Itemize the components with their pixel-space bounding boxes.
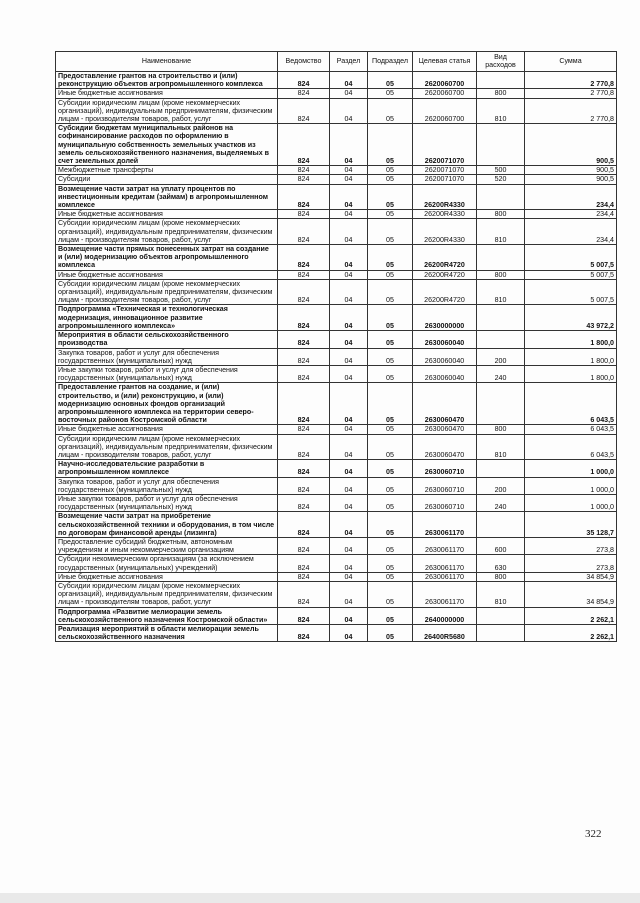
cell-summa: 2 770,8 bbox=[525, 89, 617, 98]
cell-vedomstvo: 824 bbox=[278, 331, 330, 348]
cell-vid-rashodov bbox=[477, 383, 525, 425]
cell-name: Иные бюджетные ассигнования bbox=[56, 210, 278, 219]
cell-summa: 5 007,5 bbox=[525, 279, 617, 305]
cell-razdel: 04 bbox=[330, 581, 368, 607]
cell-vedomstvo: 824 bbox=[278, 383, 330, 425]
cell-vid-rashodov: 630 bbox=[477, 555, 525, 572]
cell-razdel: 04 bbox=[330, 625, 368, 642]
cell-vedomstvo: 824 bbox=[278, 270, 330, 279]
header-vedomstvo: Ведомство bbox=[278, 52, 330, 72]
cell-summa: 43 972,2 bbox=[525, 305, 617, 331]
cell-celevaya-statya: 2620060700 bbox=[413, 72, 477, 89]
cell-vid-rashodov: 500 bbox=[477, 166, 525, 175]
cell-vedomstvo: 824 bbox=[278, 512, 330, 538]
cell-podrazdel: 05 bbox=[368, 512, 413, 538]
cell-celevaya-statya: 26400R5680 bbox=[413, 625, 477, 642]
cell-razdel: 04 bbox=[330, 72, 368, 89]
cell-vedomstvo: 824 bbox=[278, 124, 330, 166]
table-row bbox=[56, 72, 617, 89]
cell-summa: 1 800,0 bbox=[525, 331, 617, 348]
cell-summa: 273,8 bbox=[525, 537, 617, 554]
cell-celevaya-statya: 2630060710 bbox=[413, 494, 477, 511]
cell-vid-rashodov: 240 bbox=[477, 365, 525, 382]
cell-vedomstvo: 824 bbox=[278, 425, 330, 434]
cell-razdel: 04 bbox=[330, 305, 368, 331]
cell-name: Иные бюджетные ассигнования bbox=[56, 89, 278, 98]
cell-vedomstvo: 824 bbox=[278, 581, 330, 607]
cell-celevaya-statya: 2630060040 bbox=[413, 331, 477, 348]
table-row bbox=[56, 581, 617, 607]
cell-vid-rashodov bbox=[477, 331, 525, 348]
cell-vid-rashodov: 520 bbox=[477, 175, 525, 184]
cell-razdel: 04 bbox=[330, 331, 368, 348]
cell-celevaya-statya: 26200R4720 bbox=[413, 279, 477, 305]
cell-podrazdel: 05 bbox=[368, 89, 413, 98]
cell-vedomstvo: 824 bbox=[278, 72, 330, 89]
table-row bbox=[56, 365, 617, 382]
cell-name: Мероприятия в области сельскохозяйственного производства bbox=[56, 331, 278, 348]
cell-summa: 900,5 bbox=[525, 175, 617, 184]
cell-summa: 1 000,0 bbox=[525, 494, 617, 511]
cell-summa: 2 262,1 bbox=[525, 625, 617, 642]
cell-vid-rashodov: 200 bbox=[477, 477, 525, 494]
cell-razdel: 04 bbox=[330, 270, 368, 279]
cell-name: Межбюджетные трансферты bbox=[56, 166, 278, 175]
cell-celevaya-statya: 2630060470 bbox=[413, 434, 477, 460]
cell-celevaya-statya: 2630060040 bbox=[413, 365, 477, 382]
cell-vid-rashodov: 800 bbox=[477, 425, 525, 434]
table-row bbox=[56, 331, 617, 348]
cell-summa: 234,4 bbox=[525, 210, 617, 219]
cell-podrazdel: 05 bbox=[368, 184, 413, 210]
cell-podrazdel: 05 bbox=[368, 98, 413, 124]
cell-summa: 6 043,5 bbox=[525, 425, 617, 434]
cell-podrazdel: 05 bbox=[368, 581, 413, 607]
table-row bbox=[56, 166, 617, 175]
table-row bbox=[56, 537, 617, 554]
cell-celevaya-statya: 2620071070 bbox=[413, 166, 477, 175]
cell-summa: 1 800,0 bbox=[525, 365, 617, 382]
cell-vid-rashodov bbox=[477, 124, 525, 166]
cell-podrazdel: 05 bbox=[368, 245, 413, 271]
cell-name: Возмещение части прямых понесенных затрат на создание и (или) модернизацию объектов агропромышленного комплекса bbox=[56, 245, 278, 271]
cell-razdel: 04 bbox=[330, 512, 368, 538]
cell-razdel: 04 bbox=[330, 537, 368, 554]
cell-name: Подпрограмма «Техническая и технологическая модернизация, инновационное развитие агропромышленного комплекса» bbox=[56, 305, 278, 331]
cell-name: Возмещение части затрат на приобретение сельскохозяйственной техники и оборудования, в том числе по договорам финансовой аренды (лизинга) bbox=[56, 512, 278, 538]
cell-celevaya-statya: 2630060470 bbox=[413, 425, 477, 434]
cell-celevaya-statya: 26200R4330 bbox=[413, 184, 477, 210]
cell-celevaya-statya: 26200R4330 bbox=[413, 210, 477, 219]
cell-name: Иные закупки товаров, работ и услуг для обеспечения государственных (муниципальных) нужд bbox=[56, 365, 278, 382]
budget-table bbox=[55, 51, 617, 642]
cell-razdel: 04 bbox=[330, 572, 368, 581]
cell-celevaya-statya: 26200R4720 bbox=[413, 245, 477, 271]
cell-celevaya-statya: 2630060470 bbox=[413, 383, 477, 425]
header-vid-rashodov: Вид расходов bbox=[477, 52, 525, 72]
cell-celevaya-statya: 26200R4330 bbox=[413, 219, 477, 245]
cell-razdel: 04 bbox=[330, 166, 368, 175]
cell-celevaya-statya: 2620071070 bbox=[413, 175, 477, 184]
cell-razdel: 04 bbox=[330, 365, 368, 382]
cell-name: Предоставление грантов на строительство и (или) реконструкцию объектов агропромышленного комплекса bbox=[56, 72, 278, 89]
cell-summa: 6 043,5 bbox=[525, 383, 617, 425]
cell-celevaya-statya: 2630061170 bbox=[413, 537, 477, 554]
cell-podrazdel: 05 bbox=[368, 434, 413, 460]
cell-vid-rashodov bbox=[477, 512, 525, 538]
header-celevaya-statya: Целевая статья bbox=[413, 52, 477, 72]
cell-podrazdel: 05 bbox=[368, 494, 413, 511]
cell-vedomstvo: 824 bbox=[278, 365, 330, 382]
table-row bbox=[56, 555, 617, 572]
table-row bbox=[56, 494, 617, 511]
cell-podrazdel: 05 bbox=[368, 477, 413, 494]
cell-vedomstvo: 824 bbox=[278, 98, 330, 124]
cell-vedomstvo: 824 bbox=[278, 477, 330, 494]
cell-vid-rashodov: 800 bbox=[477, 89, 525, 98]
cell-name: Субсидии юридическим лицам (кроме некоммерческих организаций), индивидуальным предпринимателям, физическим лицам - производителям товаров, работ, услуг bbox=[56, 98, 278, 124]
cell-razdel: 04 bbox=[330, 245, 368, 271]
cell-podrazdel: 05 bbox=[368, 460, 413, 477]
cell-celevaya-statya: 2640000000 bbox=[413, 607, 477, 624]
cell-podrazdel: 05 bbox=[368, 72, 413, 89]
cell-razdel: 04 bbox=[330, 477, 368, 494]
cell-vid-rashodov: 240 bbox=[477, 494, 525, 511]
cell-name: Иные закупки товаров, работ и услуг для обеспечения государственных (муниципальных) нужд bbox=[56, 494, 278, 511]
cell-podrazdel: 05 bbox=[368, 270, 413, 279]
cell-vedomstvo: 824 bbox=[278, 572, 330, 581]
cell-podrazdel: 05 bbox=[368, 625, 413, 642]
cell-podrazdel: 05 bbox=[368, 425, 413, 434]
table-row bbox=[56, 270, 617, 279]
cell-razdel: 04 bbox=[330, 89, 368, 98]
cell-vid-rashodov: 810 bbox=[477, 98, 525, 124]
cell-name: Иные бюджетные ассигнования bbox=[56, 572, 278, 581]
cell-vid-rashodov bbox=[477, 245, 525, 271]
cell-podrazdel: 05 bbox=[368, 305, 413, 331]
cell-name: Субсидии юридическим лицам (кроме некоммерческих организаций), индивидуальным предпринимателям, физическим лицам - производителям товаров, работ, услуг bbox=[56, 581, 278, 607]
cell-vid-rashodov: 200 bbox=[477, 348, 525, 365]
cell-summa: 6 043,5 bbox=[525, 434, 617, 460]
cell-vedomstvo: 824 bbox=[278, 279, 330, 305]
cell-name: Субсидии бюджетам муниципальных районов на софинансирование расходов по оформлению в муниципальную собственность земельных участков из земель сельскохозяйственного назначения, выделяемых в счет земельных долей bbox=[56, 124, 278, 166]
cell-name: Иные бюджетные ассигнования bbox=[56, 270, 278, 279]
table-row bbox=[56, 98, 617, 124]
cell-vid-rashodov: 800 bbox=[477, 210, 525, 219]
cell-podrazdel: 05 bbox=[368, 219, 413, 245]
cell-razdel: 04 bbox=[330, 460, 368, 477]
cell-celevaya-statya: 2620071070 bbox=[413, 124, 477, 166]
cell-vedomstvo: 824 bbox=[278, 184, 330, 210]
cell-summa: 2 262,1 bbox=[525, 607, 617, 624]
cell-vedomstvo: 824 bbox=[278, 305, 330, 331]
cell-vid-rashodov bbox=[477, 460, 525, 477]
cell-celevaya-statya: 2630060710 bbox=[413, 460, 477, 477]
table-row bbox=[56, 607, 617, 624]
cell-razdel: 04 bbox=[330, 434, 368, 460]
cell-podrazdel: 05 bbox=[368, 210, 413, 219]
table-row bbox=[56, 572, 617, 581]
cell-name: Субсидии некоммерческим организациям (за исключением государственных (муниципальных) учреждений) bbox=[56, 555, 278, 572]
cell-razdel: 04 bbox=[330, 98, 368, 124]
cell-razdel: 04 bbox=[330, 555, 368, 572]
cell-vedomstvo: 824 bbox=[278, 245, 330, 271]
header-podrazdel: Подраздел bbox=[368, 52, 413, 72]
cell-name: Закупка товаров, работ и услуг для обеспечения государственных (муниципальных) нужд bbox=[56, 348, 278, 365]
cell-razdel: 04 bbox=[330, 348, 368, 365]
cell-vedomstvo: 824 bbox=[278, 434, 330, 460]
cell-vedomstvo: 824 bbox=[278, 348, 330, 365]
cell-razdel: 04 bbox=[330, 219, 368, 245]
cell-name: Подпрограмма «Развитие мелиорации земель сельскохозяйственного назначения Костромской области» bbox=[56, 607, 278, 624]
cell-podrazdel: 05 bbox=[368, 572, 413, 581]
cell-summa: 234,4 bbox=[525, 219, 617, 245]
cell-vid-rashodov bbox=[477, 72, 525, 89]
table-body bbox=[56, 72, 617, 642]
table-row bbox=[56, 625, 617, 642]
cell-name: Закупка товаров, работ и услуг для обеспечения государственных (муниципальных) нужд bbox=[56, 477, 278, 494]
cell-vedomstvo: 824 bbox=[278, 494, 330, 511]
cell-vid-rashodov: 600 bbox=[477, 537, 525, 554]
cell-razdel: 04 bbox=[330, 279, 368, 305]
cell-vid-rashodov bbox=[477, 625, 525, 642]
cell-vid-rashodov: 810 bbox=[477, 279, 525, 305]
cell-podrazdel: 05 bbox=[368, 537, 413, 554]
cell-vedomstvo: 824 bbox=[278, 210, 330, 219]
cell-vedomstvo: 824 bbox=[278, 607, 330, 624]
cell-celevaya-statya: 2620060700 bbox=[413, 98, 477, 124]
cell-podrazdel: 05 bbox=[368, 607, 413, 624]
cell-celevaya-statya: 2620060700 bbox=[413, 89, 477, 98]
cell-celevaya-statya: 2630060710 bbox=[413, 477, 477, 494]
table-row bbox=[56, 245, 617, 271]
cell-summa: 1 000,0 bbox=[525, 477, 617, 494]
cell-celevaya-statya: 2630060040 bbox=[413, 348, 477, 365]
cell-summa: 34 854,9 bbox=[525, 581, 617, 607]
cell-vedomstvo: 824 bbox=[278, 555, 330, 572]
cell-name: Возмещение части затрат на уплату процентов по инвестиционным кредитам (займам) в агропромышленном комплексе bbox=[56, 184, 278, 210]
cell-summa: 2 770,8 bbox=[525, 98, 617, 124]
cell-summa: 5 007,5 bbox=[525, 270, 617, 279]
cell-name: Субсидии bbox=[56, 175, 278, 184]
table-row bbox=[56, 460, 617, 477]
cell-celevaya-statya: 2630000000 bbox=[413, 305, 477, 331]
cell-razdel: 04 bbox=[330, 383, 368, 425]
cell-summa: 5 007,5 bbox=[525, 245, 617, 271]
cell-podrazdel: 05 bbox=[368, 555, 413, 572]
cell-celevaya-statya: 2630061170 bbox=[413, 581, 477, 607]
cell-celevaya-statya: 2630061170 bbox=[413, 555, 477, 572]
cell-vid-rashodov: 810 bbox=[477, 434, 525, 460]
cell-name: Субсидии юридическим лицам (кроме некоммерческих организаций), индивидуальным предпринимателям, физическим лицам - производителям товаров, работ, услуг bbox=[56, 434, 278, 460]
cell-summa: 900,5 bbox=[525, 166, 617, 175]
table-row bbox=[56, 434, 617, 460]
table-row bbox=[56, 210, 617, 219]
table-row bbox=[56, 279, 617, 305]
cell-name: Научно-исследовательские разработки в агропромышленном комплексе bbox=[56, 460, 278, 477]
table-row bbox=[56, 383, 617, 425]
cell-name: Предоставление субсидий бюджетным, автономным учреждениям и иным некоммерческим организациям bbox=[56, 537, 278, 554]
cell-name: Субсидии юридическим лицам (кроме некоммерческих организаций), индивидуальным предпринимателям, физическим лицам - производителям товаров, работ, услуг bbox=[56, 279, 278, 305]
table-header-row bbox=[56, 52, 617, 72]
cell-vid-rashodov: 810 bbox=[477, 581, 525, 607]
cell-vedomstvo: 824 bbox=[278, 89, 330, 98]
cell-razdel: 04 bbox=[330, 210, 368, 219]
cell-razdel: 04 bbox=[330, 494, 368, 511]
cell-summa: 34 854,9 bbox=[525, 572, 617, 581]
cell-razdel: 04 bbox=[330, 425, 368, 434]
cell-vedomstvo: 824 bbox=[278, 460, 330, 477]
cell-name: Иные бюджетные ассигнования bbox=[56, 425, 278, 434]
cell-podrazdel: 05 bbox=[368, 175, 413, 184]
table-row bbox=[56, 305, 617, 331]
table-row bbox=[56, 477, 617, 494]
cell-celevaya-statya: 2630061170 bbox=[413, 572, 477, 581]
cell-podrazdel: 05 bbox=[368, 279, 413, 305]
header-razdel: Раздел bbox=[330, 52, 368, 72]
cell-razdel: 04 bbox=[330, 184, 368, 210]
table-row bbox=[56, 89, 617, 98]
cell-vid-rashodov: 800 bbox=[477, 572, 525, 581]
cell-vid-rashodov: 810 bbox=[477, 219, 525, 245]
table-row bbox=[56, 348, 617, 365]
cell-celevaya-statya: 26200R4720 bbox=[413, 270, 477, 279]
header-summa: Сумма bbox=[525, 52, 617, 72]
cell-summa: 273,8 bbox=[525, 555, 617, 572]
cell-vedomstvo: 824 bbox=[278, 219, 330, 245]
cell-vid-rashodov bbox=[477, 184, 525, 210]
cell-name: Субсидии юридическим лицам (кроме некоммерческих организаций), индивидуальным предпринимателям, физическим лицам - производителям товаров, работ, услуг bbox=[56, 219, 278, 245]
cell-name: Предоставление грантов на создание, и (или) строительство, и (или) реконструкцию, и (или) модернизацию основных фондов организаций агропромышленного комплекса на территории северо-восточных районов Костромской области bbox=[56, 383, 278, 425]
cell-vedomstvo: 824 bbox=[278, 537, 330, 554]
cell-podrazdel: 05 bbox=[368, 331, 413, 348]
cell-celevaya-statya: 2630061170 bbox=[413, 512, 477, 538]
cell-vedomstvo: 824 bbox=[278, 175, 330, 184]
cell-vid-rashodov bbox=[477, 607, 525, 624]
table-row bbox=[56, 124, 617, 166]
cell-summa: 2 770,8 bbox=[525, 72, 617, 89]
cell-summa: 900,5 bbox=[525, 124, 617, 166]
page-number: 322 bbox=[585, 828, 602, 840]
cell-podrazdel: 05 bbox=[368, 348, 413, 365]
cell-podrazdel: 05 bbox=[368, 124, 413, 166]
cell-podrazdel: 05 bbox=[368, 365, 413, 382]
cell-summa: 1 800,0 bbox=[525, 348, 617, 365]
cell-podrazdel: 05 bbox=[368, 166, 413, 175]
cell-vedomstvo: 824 bbox=[278, 625, 330, 642]
cell-podrazdel: 05 bbox=[368, 383, 413, 425]
cell-vedomstvo: 824 bbox=[278, 166, 330, 175]
cell-summa: 35 128,7 bbox=[525, 512, 617, 538]
table-row bbox=[56, 219, 617, 245]
cell-name: Реализация мероприятий в области мелиорации земель сельскохозяйственного назначения bbox=[56, 625, 278, 642]
table-row bbox=[56, 184, 617, 210]
cell-vid-rashodov bbox=[477, 305, 525, 331]
table-row bbox=[56, 425, 617, 434]
header-name: Наименование bbox=[56, 52, 278, 72]
cell-razdel: 04 bbox=[330, 607, 368, 624]
table-row bbox=[56, 512, 617, 538]
cell-razdel: 04 bbox=[330, 175, 368, 184]
cell-vid-rashodov: 800 bbox=[477, 270, 525, 279]
table-row bbox=[56, 175, 617, 184]
cell-summa: 234,4 bbox=[525, 184, 617, 210]
cell-summa: 1 000,0 bbox=[525, 460, 617, 477]
cell-razdel: 04 bbox=[330, 124, 368, 166]
scan-bottom-strip bbox=[0, 893, 640, 903]
